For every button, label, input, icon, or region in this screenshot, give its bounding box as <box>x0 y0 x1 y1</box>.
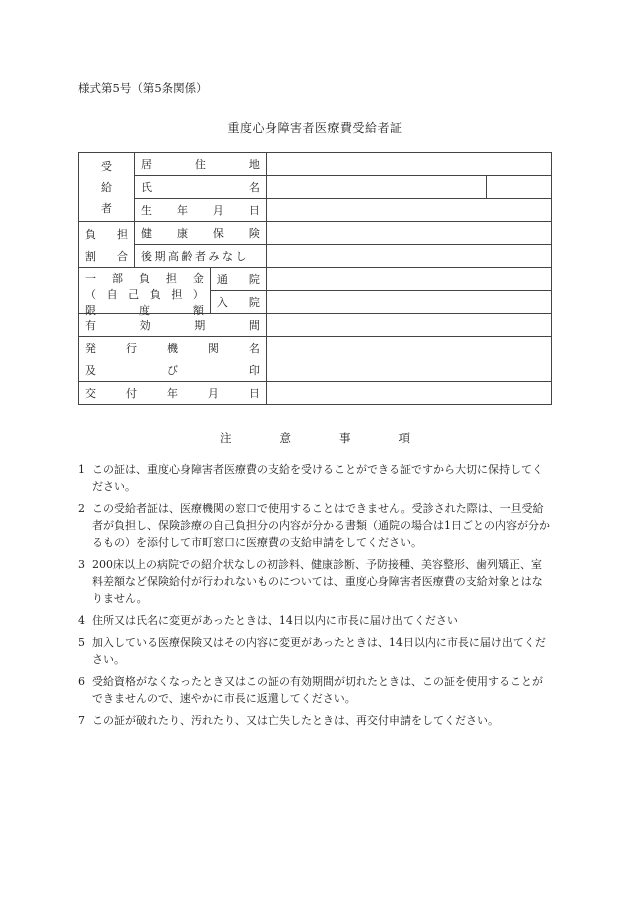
name-field[interactable] <box>266 176 486 199</box>
form-number: 様式第5号（第5条関係） <box>78 81 208 95</box>
notice-heading: 注 意 事 項 <box>220 431 410 445</box>
copay-limit-label: 一 部 負 担 金 （ 自 己 負 担 ） 限 度 額 <box>79 268 211 314</box>
health-insurance-label: 健 康 保 険 <box>134 222 266 245</box>
certificate-table <box>78 152 552 405</box>
issuer-field[interactable] <box>266 337 551 382</box>
name-label: 氏 名 <box>134 176 266 199</box>
validity-field[interactable] <box>266 314 551 337</box>
note-item: 1 この証は、重度心身障害者医療費の支給を受けることができる証ですから大切に保持してください。 <box>78 463 543 493</box>
birthdate-label: 生 年 月 日 <box>134 199 266 222</box>
note-item: 5 加入している医療保険又はその内容に変更があったときは、14日以内に市長に届け出てください。 <box>78 636 546 666</box>
note-item: 3 200床以上の病院での紹介状なしの初診料、健康診断、予防接種、美容整形、歯列矯正、室料差額など保険給付が行われないものについては、重度心身障害者医療費の支給対象とはなりません。 <box>78 558 543 605</box>
note-item: 4 住所又は氏名に変更があったときは、14日以内に市長に届け出てください <box>78 614 458 627</box>
inpatient-label: 入 院 <box>210 291 266 314</box>
note-item: 7 この証が破れたり、汚れたり、又は亡失したときは、再交付申請をしてください。 <box>78 714 499 727</box>
certificate-title: 重度心身障害者医療費受給者証 <box>227 121 403 135</box>
note-item: 2 この受給者証は、医療機関の窓口で使用することはできません。受診された際は、一旦受給者が負担し、保険診療の自己負担分の内容が分かる書類（通院の場合は1日ごとの内容が分かるもの）を添付して市町窓口に医療費の支給申請をしてください。 <box>78 502 550 549</box>
recipient-group-label: 受 給 者 <box>79 153 135 222</box>
issue-date-label: 交 付 年 月 日 <box>79 382 267 405</box>
name-extra-field[interactable] <box>487 176 552 199</box>
health-insurance-field[interactable] <box>266 222 551 245</box>
late-elderly-field[interactable] <box>266 245 551 268</box>
birthdate-field[interactable] <box>266 199 551 222</box>
address-label: 居 住 地 <box>134 153 266 176</box>
validity-label: 有 効 期 間 <box>79 314 267 337</box>
address-field[interactable] <box>266 153 551 176</box>
note-item: 6 受給資格がなくなったとき又はこの証の有効期間が切れたときは、この証を使用することができませんので、速やかに市長に返還してください。 <box>78 675 543 705</box>
inpatient-field[interactable] <box>266 291 551 314</box>
notes-list <box>78 461 552 734</box>
issuer-label: 発 行 機 関 名 及 び 印 <box>79 337 267 382</box>
burden-ratio-label: 負 担 割 合 <box>79 222 135 268</box>
outpatient-label: 通 院 <box>210 268 266 291</box>
issue-date-field[interactable] <box>266 382 551 405</box>
outpatient-field[interactable] <box>266 268 551 291</box>
late-elderly-label: 後期高齢者みなし <box>134 245 266 268</box>
